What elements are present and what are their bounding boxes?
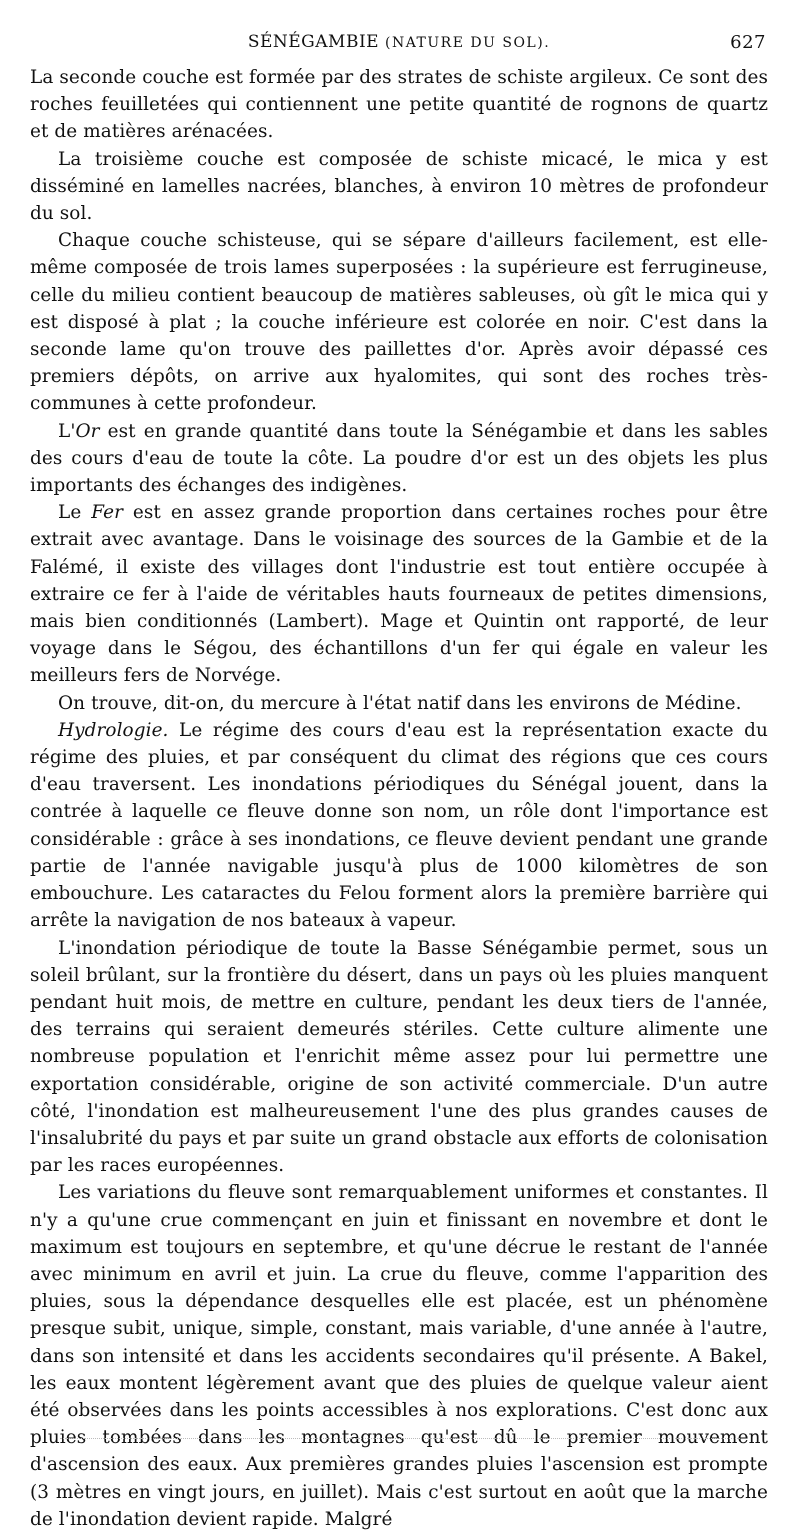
paragraph-mercure <box>30 690 768 717</box>
paragraph-text: Les variations du fleuve sont remarquablement uniformes et constantes. Il n'y a qu'une crue commençant en juin et finissant en novembre et dont le maximum est toujours en septembre, et qu'une décrue le restant de l'année avec minimum en avril et juin. La crue du fleuve, comme l'apparition des pluies, sous la dépendance desquelles elle est placée, est un phénomène presque subit, unique, simple, constant, mais variable, d'une année à l'autre, dans son intensité et dans les accidents secondaires qu'il présente. A Bakel, les eaux montent légèrement avant que des pluies de quelque valeur aient été observées dans les points accessibles à nos explorations. C'est donc aux pluies tombées dans les montagnes qu'est dû le premier mouvement d'ascension des eaux. Aux premières grandes pluies l'ascension est prompte (3 mètres en vingt jours, en juillet). Mais c'est surtout en août que la marche de l'inondation devient rapide. Malgré <box>30 1182 768 1530</box>
running-title-main: SÉNÉGAMBIE <box>247 32 380 52</box>
paragraph-lead-italic: Or <box>75 420 100 442</box>
paragraph-lead-prefix: Le <box>58 502 92 524</box>
body-text <box>30 64 768 1533</box>
paragraph-text: Chaque couche schisteuse, qui se sépare d'ailleurs facilement, est elle-même composée de trois lames superposées : la supérieure est ferrugineuse, celle du milieu contient beaucoup de matières sableuses, où gît le mica qui y est disposé à plat ; la couche inférieure est colorée en noir. C'est dans la seconde lame qu'on trouve des paillettes d'or. Après avoir dépassé ces premiers dépôts, on arrive aux hyalomites, qui sont des roches très-communes à cette profondeur. <box>30 230 768 415</box>
page-bottom-marks <box>60 1438 740 1441</box>
paragraph-text: est en grande quantité dans toute la Sénégambie et dans les sables des cours d'eau de toute la côte. La poudre d'or est un des objets les plus importants des échanges des indigènes. <box>30 420 768 497</box>
paragraph-inondation <box>30 935 768 1180</box>
paragraph-couche-schisteuse <box>30 227 768 417</box>
paragraph-lead-prefix: L' <box>58 420 76 442</box>
running-title-subtitle: (NATURE DU SOL). <box>384 35 551 51</box>
paragraph-text: L'inondation périodique de toute la Basse Sénégambie permet, sous un soleil brûlant, sur la frontière du désert, dans un pays où les pluies manquent pendant huit mois, de mettre en culture, pendant les deux tiers de l'année, des terrains qui seraient demeurés stériles. Cette culture alimente une nombreuse population et l'enrichit même assez pour lui permettre une exportation considérable, origine de son activité commerciale. D'un autre côté, l'inondation est malheureusement l'une des plus grandes causes de l'insalubrité du pays et par suite un grand obstacle aux efforts de colonisation par les races européennes. <box>30 937 768 1177</box>
paragraph-text: On trouve, dit-on, du mercure à l'état natif dans les environs de Médine. <box>58 692 742 714</box>
book-page <box>30 28 768 1533</box>
paragraph-text: La troisième couche est composée de schiste micacé, le mica y est disséminé en lamelles nacrées, blanches, à environ 10 mètres de profondeur du sol. <box>30 148 768 225</box>
paragraph-schiste-argileux <box>30 64 768 146</box>
paragraph-hydrologie <box>30 717 768 935</box>
paragraph-text: Le régime des cours d'eau est la représentation exacte du régime des pluies, et par conséquent du climat des régions que ces cours d'eau traversent. Les inondations périodiques du Sénégal jouent, dans la contrée à laquelle ce fleuve donne son nom, un rôle dont l'importance est considérable : grâce à ses inondations, ce fleuve devient pendant une grande partie de l'année navigable jusqu'à plus de 1000 kilomètres de son embouchure. Les cataractes du Felou forment alors la première barrière qui arrête la navigation de nos bateaux à vapeur. <box>30 719 768 932</box>
page-number: 627 <box>730 32 766 53</box>
paragraph-text: est en assez grande proportion dans certaines roches pour être extrait avec avantage. Dans le voisinage des sources de la Gambie et de la Falémé, il existe des villages dont l'industrie est tout entière occupée à extraire ce fer à l'aide de véritables hauts fourneaux de petites dimensions, mais bien conditionnés (Lambert). Mage et Quintin ont rapporté, de leur voyage dans le Ségou, des échantillons d'un fer qui égale en valeur les meilleurs fers de Norvége. <box>30 502 768 687</box>
paragraph-lead-italic: Fer <box>91 502 123 524</box>
paragraph-text: La seconde couche est formée par des strates de schiste argileux. Ce sont des roches feuilletées qui contiennent une petite quantité de rognons de quartz et de matières arénacées. <box>30 67 768 143</box>
paragraph-or <box>30 418 768 500</box>
paragraph-variations-fleuve <box>30 1179 768 1533</box>
section-heading-hydrologie: Hydrologie. <box>58 719 169 741</box>
paragraph-fer <box>30 499 768 689</box>
paragraph-schiste-micace <box>30 146 768 228</box>
page-header <box>30 28 768 64</box>
running-title <box>30 32 768 52</box>
